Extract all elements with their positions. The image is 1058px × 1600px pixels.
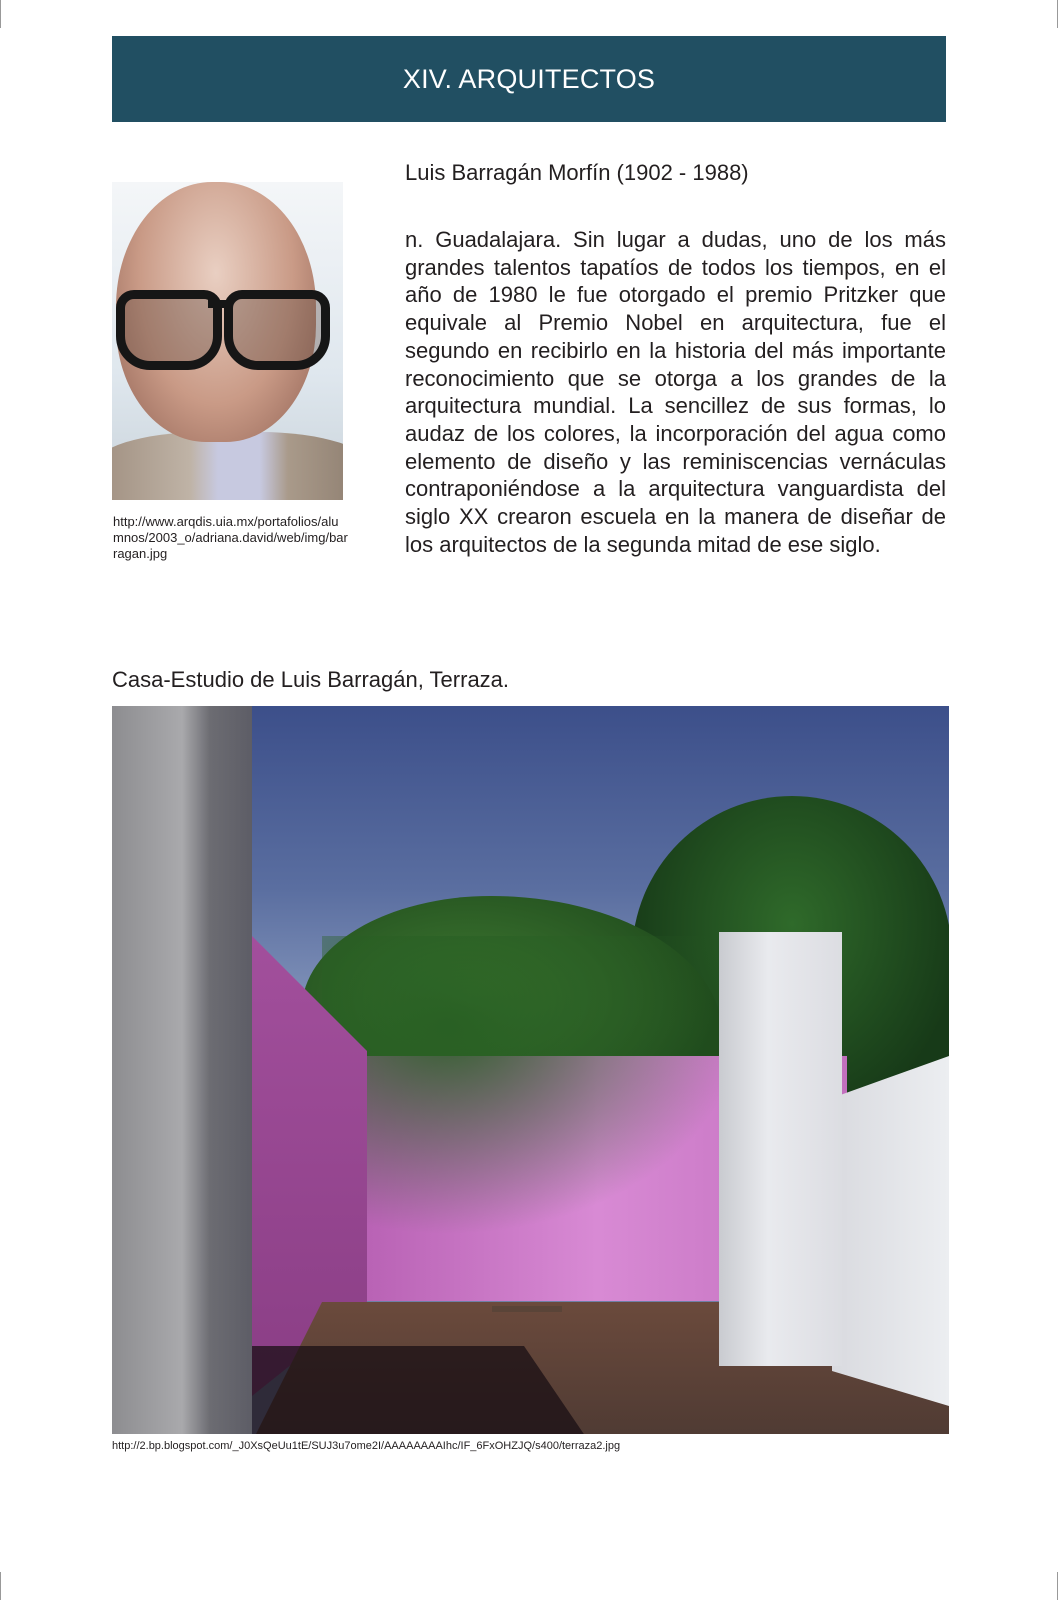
photo-title: Casa-Estudio de Luis Barragán, Terraza. (112, 667, 510, 692)
photo-white-wall (832, 1056, 949, 1406)
photo-grey-column (112, 706, 252, 1434)
section-title: XIV. ARQUITECTOS (402, 63, 656, 94)
portrait-coat (112, 432, 343, 500)
terrace-photo (112, 706, 949, 1434)
photo-source-url: http://2.bp.blogspot.com/_J0XsQeUu1tE/SUJ3u7ome2I/AAAAAAAAIhc/IF_6FxOHZJQ/s400/terraza2.jpg (112, 1440, 621, 1452)
architect-portrait (112, 182, 343, 500)
crop-mark (0, 1572, 1, 1600)
portrait-source-url: http://www.arqdis.uia.mx/portafolios/alumnos/2003_o/adriana.david/web/img/barragan.jpg (113, 514, 348, 561)
glasses-right (224, 290, 330, 370)
crop-mark (0, 0, 1, 28)
architect-name: Luis Barragán Morfín (1902 - 1988) (405, 160, 749, 185)
photo-white-column (719, 932, 842, 1366)
glasses-left (116, 290, 222, 370)
glasses-bridge (208, 300, 230, 308)
architect-bio: n. Guadalajara. Sin lugar a dudas, uno de los más grandes talentos tapatíos de todos los tiempos, en el año de 1980 le fue otorgado el premio Pritzker que equivale al Premio Nobel en arquitectura, fue el segundo en recibirlo en la historia del más importante reconocimiento que se otorga a los grandes de la arquitectura mundial. La sencillez de sus formas, lo audaz de los colores, la incorporación del agua como elemento de diseño y las reminiscencias vernáculas contraponiéndose a la arquitectura vanguardista del siglo XX crearon escuela en la manera de diseñar de los arquitectos de la segunda mitad de ese siglo. (405, 227, 946, 557)
section-header (112, 36, 946, 122)
photo-vines (322, 936, 742, 1236)
photo-bench (492, 1306, 562, 1336)
